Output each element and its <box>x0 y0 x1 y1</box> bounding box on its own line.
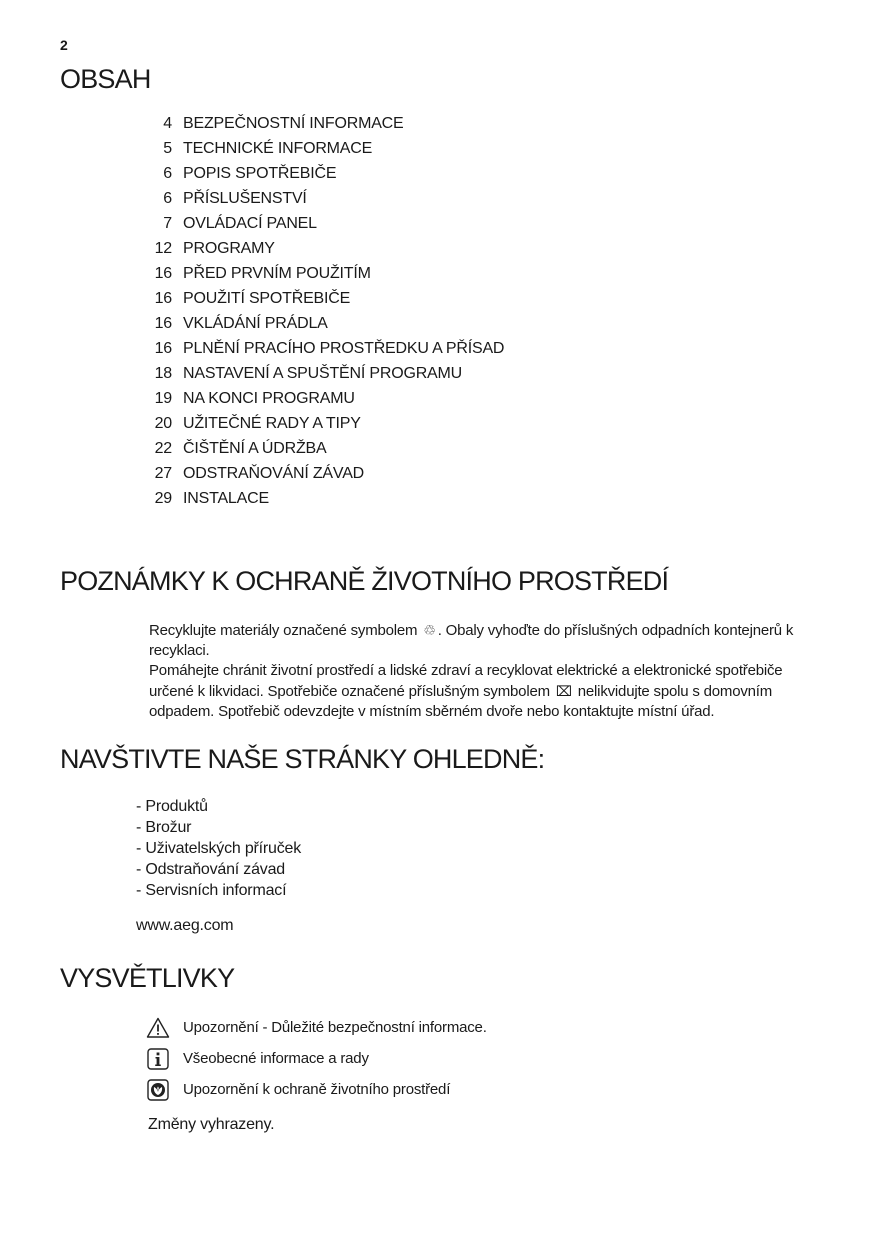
toc-item[interactable] <box>140 414 504 439</box>
toc-item[interactable] <box>140 239 504 264</box>
toc-page-number: 7 <box>163 215 172 232</box>
toc-title: POUŽITÍ SPOTŘEBIČE <box>183 290 351 307</box>
toc-item[interactable] <box>140 489 504 514</box>
toc-title: INSTALACE <box>183 490 269 507</box>
environment-icon <box>146 1078 170 1102</box>
legend-item <box>146 1012 487 1043</box>
toc-item[interactable] <box>140 289 504 314</box>
legend-item <box>146 1043 487 1074</box>
toc-item[interactable] <box>140 189 504 214</box>
website-topic-item: - Uživatelských příruček <box>136 840 302 857</box>
toc-page-number: 6 <box>163 165 172 182</box>
toc-title: BEZPEČNOSTNÍ INFORMACE <box>183 115 404 132</box>
toc-title: NA KONCI PROGRAMU <box>183 390 355 407</box>
legend-heading: VYSVĚTLIVKY <box>60 963 235 993</box>
toc-page-number: 19 <box>154 390 172 407</box>
website-topic-item: - Odstraňování závad <box>136 861 285 878</box>
toc-item[interactable] <box>140 114 504 139</box>
toc-page-number: 16 <box>154 265 172 282</box>
toc-item[interactable] <box>140 439 504 464</box>
toc-item[interactable] <box>140 364 504 389</box>
toc-page-number: 16 <box>154 340 172 357</box>
toc-item[interactable] <box>140 264 504 289</box>
toc-page-number: 18 <box>154 365 172 382</box>
toc-page-number: 6 <box>163 190 172 207</box>
toc-page-number: 12 <box>154 240 172 257</box>
recycling-paragraph: Recyklujte materiály označené symbolem ♲ . Obaly vyhoďte do příslušných odpadních kontejnerů k recyklaci. <box>149 622 794 659</box>
toc-title: NASTAVENÍ A SPUŠTĚNÍ PROGRAMU <box>183 365 462 382</box>
table-of-contents <box>140 114 504 514</box>
toc-item[interactable] <box>140 314 504 339</box>
toc-item[interactable] <box>140 164 504 189</box>
legend-text: Upozornění - Důležité bezpečnostní informace. <box>183 1019 487 1036</box>
toc-title: UŽITEČNÉ RADY A TIPY <box>183 415 361 432</box>
website-url[interactable]: www.aeg.com <box>136 917 234 934</box>
toc-title: ČIŠTĚNÍ A ÚDRŽBA <box>183 440 327 457</box>
website-topic-item: - Servisních informací <box>136 882 287 899</box>
toc-title: ODSTRAŇOVÁNÍ ZÁVAD <box>183 465 365 482</box>
website-topic-item: - Produktů <box>136 798 208 815</box>
toc-title: TECHNICKÉ INFORMACE <box>183 140 373 157</box>
legend-text: Upozornění k ochraně životního prostředí <box>183 1081 451 1098</box>
toc-title: PŘÍSLUŠENSTVÍ <box>183 190 307 207</box>
toc-item[interactable] <box>140 389 504 414</box>
toc-page-number: 16 <box>154 290 172 307</box>
toc-title: PLNĚNÍ PRACÍHO PROSTŘEDKU A PŘÍSAD <box>183 340 505 357</box>
toc-page-number: 5 <box>163 140 172 157</box>
toc-title: POPIS SPOTŘEBIČE <box>183 165 337 182</box>
toc-title: VKLÁDÁNÍ PRÁDLA <box>183 315 328 332</box>
website-topics-list <box>136 796 301 901</box>
contents-heading: OBSAH <box>60 64 151 94</box>
recycle-icon: ♲ <box>423 622 436 638</box>
toc-page-number: 27 <box>154 465 172 482</box>
toc-page-number: 20 <box>154 415 172 432</box>
warning-icon <box>146 1016 170 1040</box>
website-topic-item: - Brožur <box>136 819 192 836</box>
toc-item[interactable] <box>140 464 504 489</box>
legend-text: Všeobecné informace a rady <box>183 1050 369 1067</box>
toc-item[interactable] <box>140 339 504 364</box>
legend-list <box>146 1012 487 1105</box>
toc-page-number: 22 <box>154 440 172 457</box>
crossed-bin-icon: ⌧ <box>555 683 572 699</box>
toc-title: PŘED PRVNÍM POUŽITÍM <box>183 265 371 282</box>
toc-title: PROGRAMY <box>183 240 275 257</box>
legend-item <box>146 1074 487 1105</box>
toc-page-number: 4 <box>163 115 172 132</box>
info-icon <box>146 1047 170 1071</box>
website-heading: NAVŠTIVTE NAŠE STRÁNKY OHLEDNĚ: <box>60 744 545 774</box>
environment-text <box>149 620 819 722</box>
toc-page-number: 16 <box>154 315 172 332</box>
changes-note: Změny vyhrazeny. <box>148 1116 275 1133</box>
toc-item[interactable] <box>140 139 504 164</box>
toc-item[interactable] <box>140 214 504 239</box>
toc-title: OVLÁDACÍ PANEL <box>183 215 317 232</box>
environment-heading: POZNÁMKY K OCHRANĚ ŽIVOTNÍHO PROSTŘEDÍ <box>60 566 669 596</box>
toc-page-number: 29 <box>154 490 172 507</box>
disposal-paragraph: Pomáhejte chránit životní prostředí a lidské zdraví a recyklovat elektrické a elektronické spotřebiče určené k likvidaci. Spotřebiče označené příslušným symbolem ⌧ nelikvidujte spolu s domovním odpadem. Spotřebič odevzdejte v místním sběrném dvoře nebo kontaktujte místní úřad. <box>149 662 783 720</box>
page-number: 2 <box>60 37 68 53</box>
